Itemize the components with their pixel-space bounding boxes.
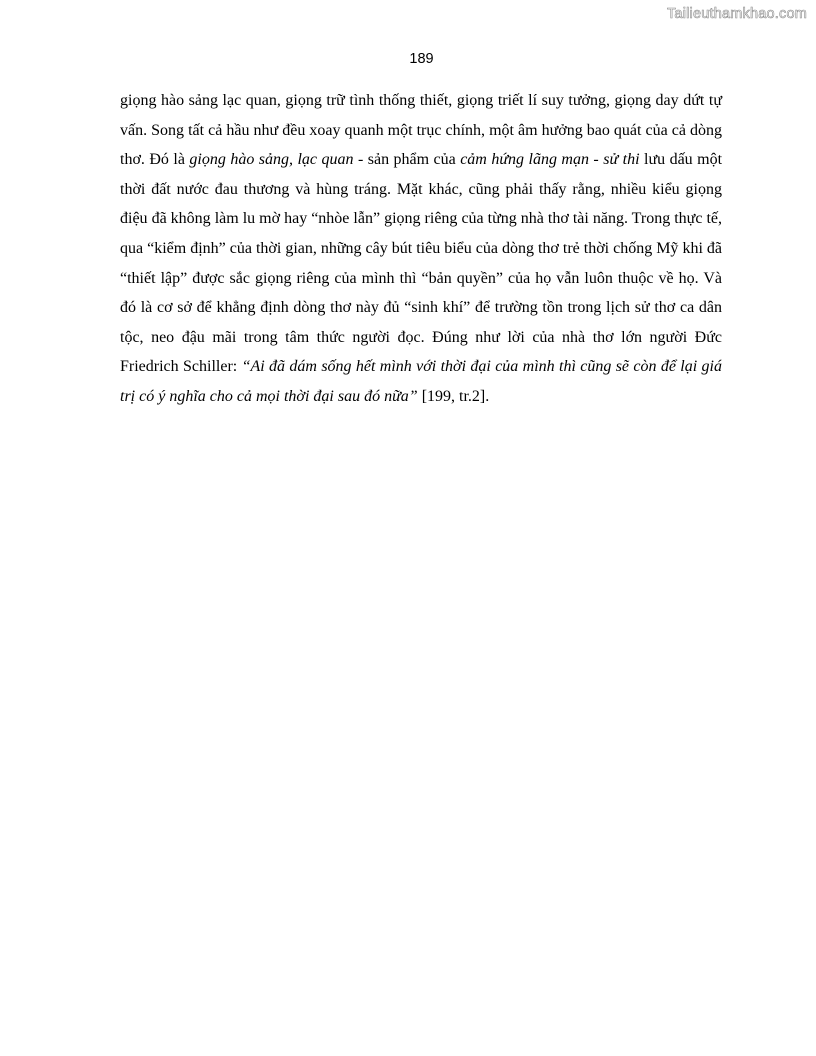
text-segment: lưu dấu một thời đất nước đau thương và hùng tráng. Mặt khác, cũng phải thấy rằng, nhiều kiểu giọng điệu đã không làm lu mờ hay “nhòe lẫn” giọng riêng của từng nhà thơ tài năng. Trong thực tế, qua “kiểm định” của thời gian, những cây bút tiêu biểu của dòng thơ trẻ thời chống Mỹ khi đã “thiết lập” được sắc giọng riêng của mình thì “bản quyền” của họ vẫn luôn thuộc về họ. Và đó là cơ sở để khẳng định dòng thơ này đủ “sinh khí” để trường tồn trong lịch sử thơ ca dân tộc, neo đậu mãi trong tâm thức người đọc. Đúng như lời của nhà thơ lớn người Đức Friedrich Schiller: — [120, 151, 723, 376]
watermark-logo: Tailieuthamkhao.com — [666, 6, 807, 22]
italic-quotation: “Ai đã dám sống hết mình với thời đại của mình thì cũng sẽ còn để lại giá trị có ý nghĩa cho cả mọi thời đại sau đó nữa” — [120, 358, 722, 405]
text-segment: - sản phẩm của — [353, 151, 461, 169]
body-paragraph — [120, 86, 722, 412]
page-number: 189 — [409, 51, 434, 67]
text-segment: giọng hào sảng lạc quan, giọng trữ tình thống thiết, giọng triết lí suy tưởng, giọng day dứt tự vấn. Song tất cả hầu như đều xoay quanh một trục chính, một âm hưởng bao quát của cả dòng thơ. Đó là — [120, 92, 722, 169]
citation: [199, tr.2]. — [417, 387, 490, 405]
italic-phrase: cảm hứng lãng mạn - sử thi — [460, 151, 640, 169]
italic-phrase: giọng hào sảng, lạc quan — [189, 151, 354, 169]
